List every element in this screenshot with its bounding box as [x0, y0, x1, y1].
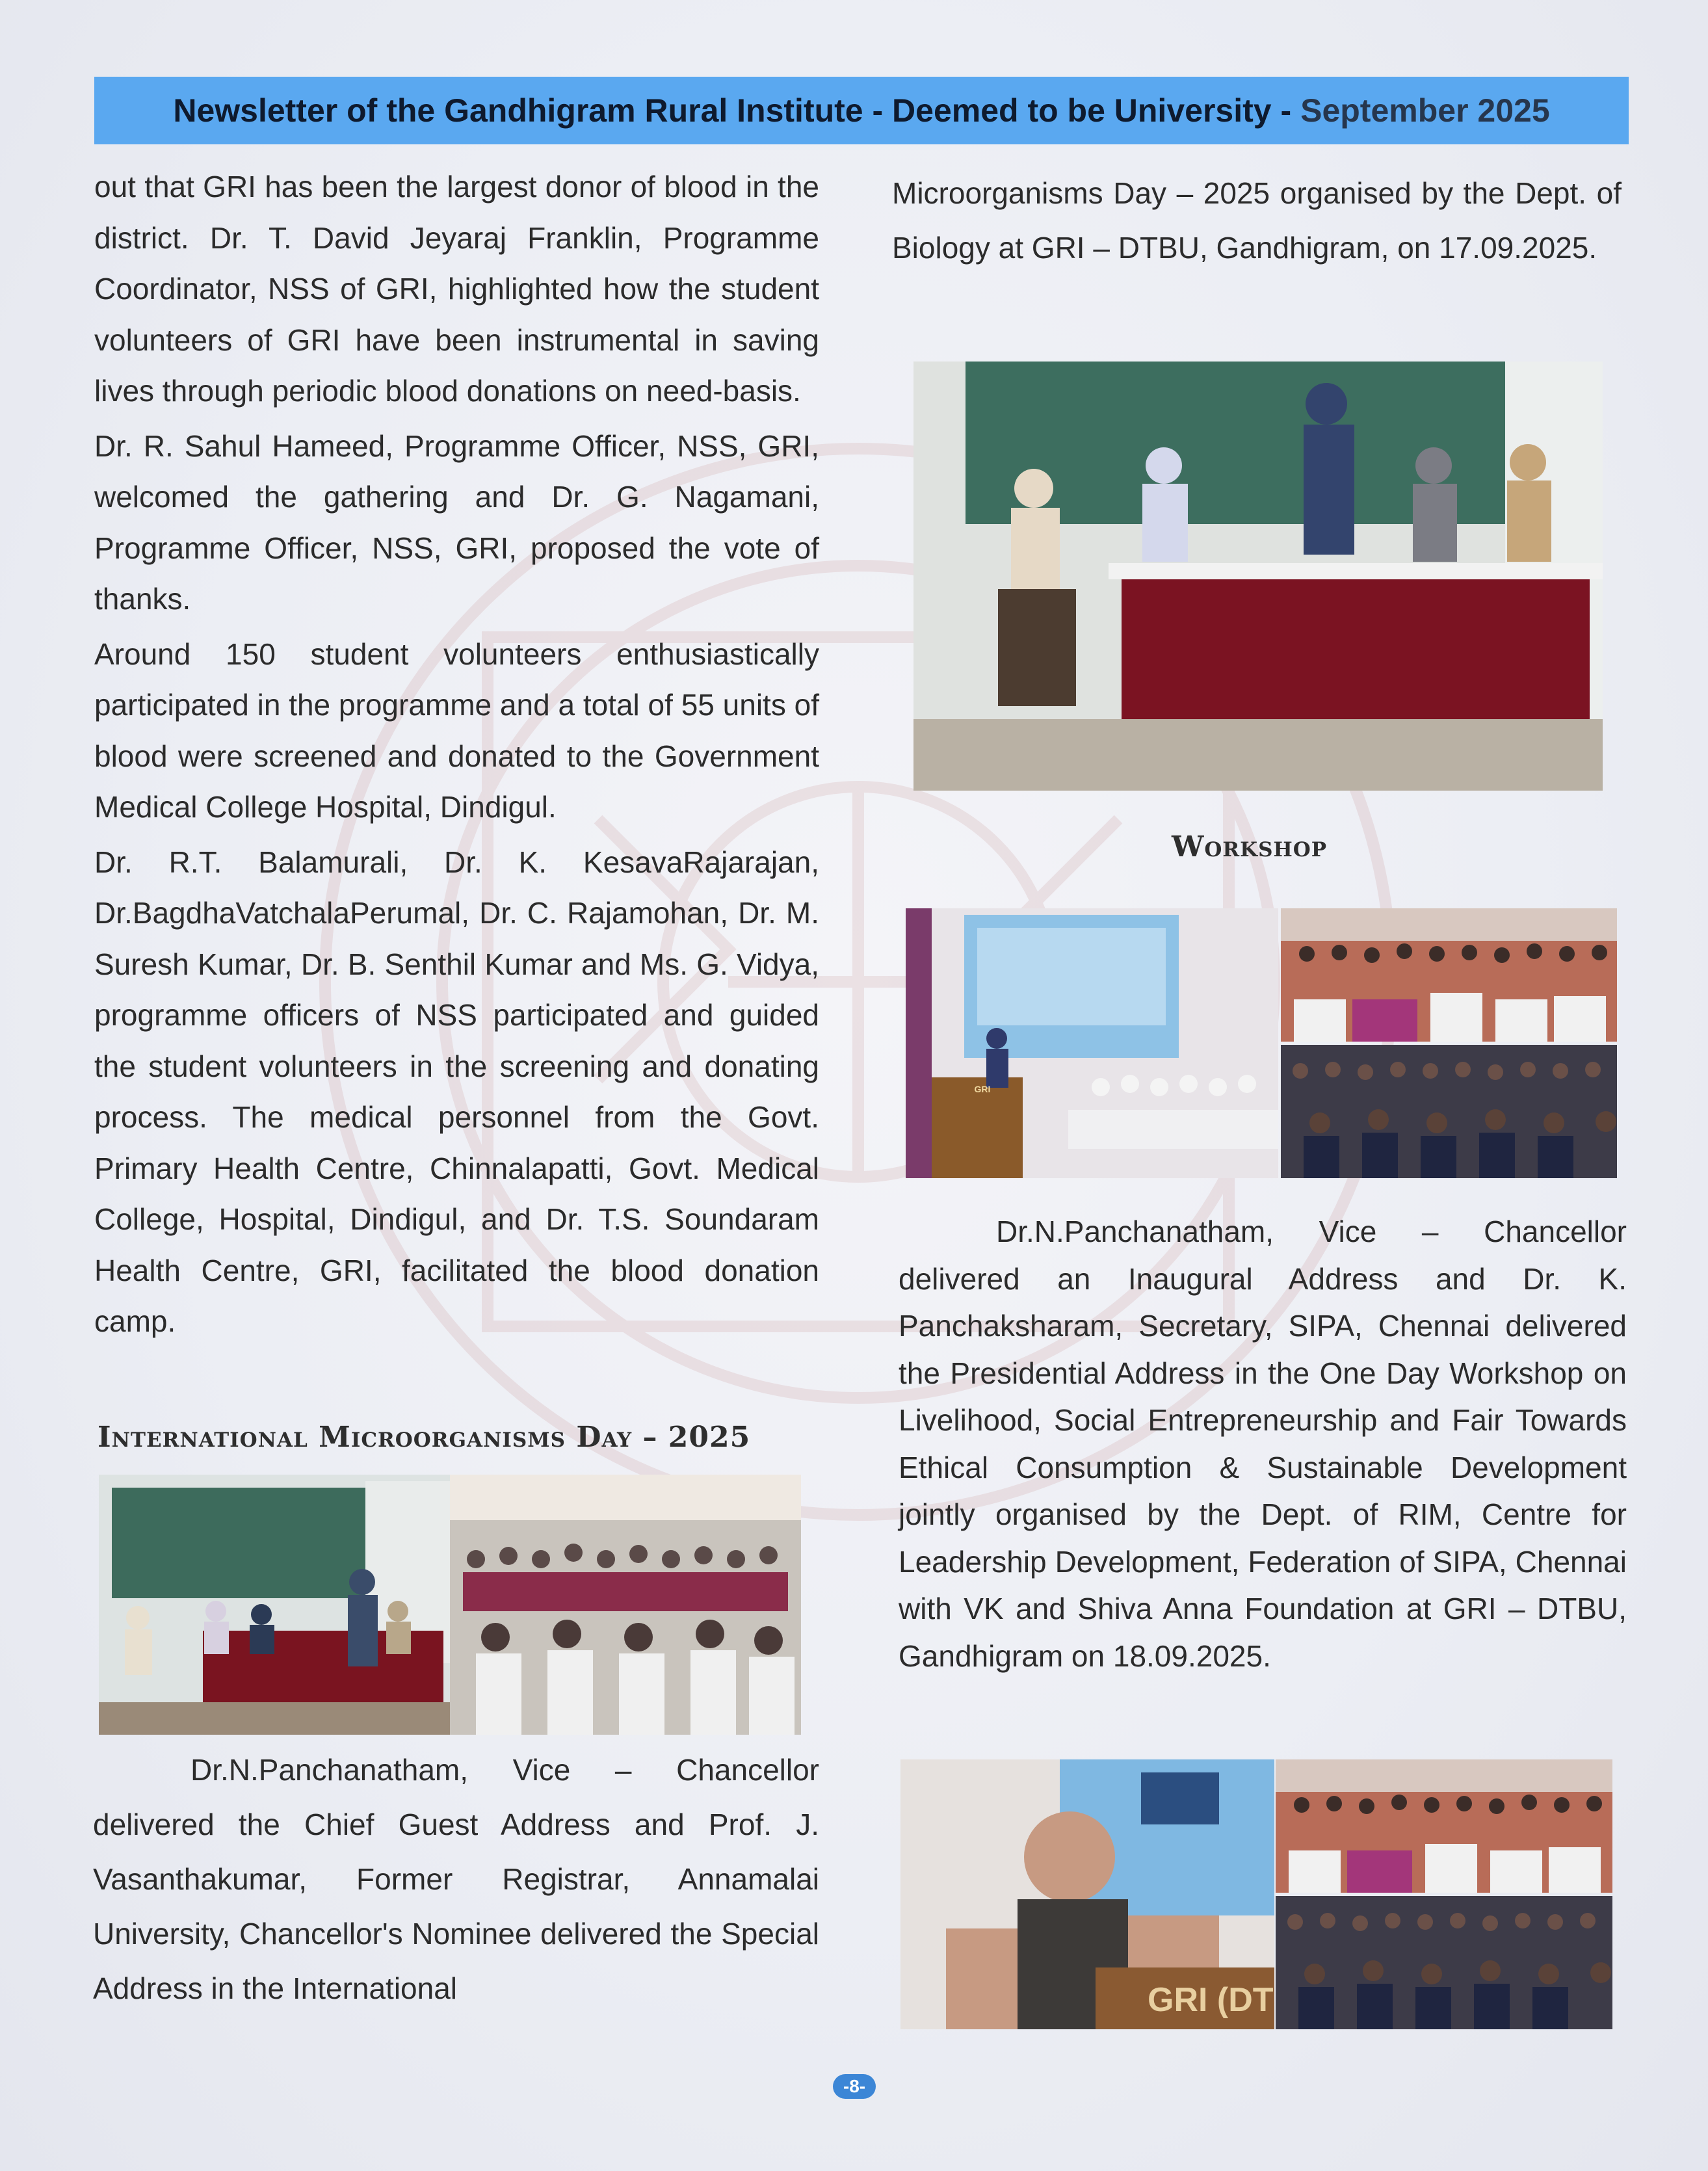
newsletter-title: Newsletter of the Gandhigram Rural Institute - Deemed to be University -: [173, 92, 1292, 129]
right-column-bottom: [899, 1208, 1627, 1679]
photo-microorganisms-day-audience: [450, 1475, 801, 1735]
photo-workshop-audience-front-2: [1276, 1759, 1612, 1893]
photo-workshop-speaker: [900, 1759, 1274, 2029]
left-column: [94, 161, 819, 1347]
photo-workshop-audience-students: [1281, 1045, 1617, 1178]
photo-workshop-audience-front: [1281, 908, 1617, 1042]
page-number: -8-: [833, 2074, 876, 2099]
photo-microorganisms-day-dais: [99, 1475, 450, 1735]
section-title-workshop: Workshop: [1172, 830, 1328, 863]
newsletter-month: September 2025: [1300, 92, 1550, 129]
podium-sign: GRI (DT: [1148, 1981, 1274, 2019]
right-column-top: [892, 166, 1622, 275]
paragraph: Around 150 student volunteers enthusiastically participated in the programme and a total of 55 units of blood were screened and donated to the Government Medical College Hospital, Dindigul.: [94, 637, 819, 824]
paragraph: out that GRI has been the largest donor of blood in the district. Dr. T. David Jeyaraj Franklin, Programme Coordinator, NSS of GRI, highlighted how the student volunteers of GRI have been instrumental in saving lives through periodic blood donations on need-basis.: [94, 170, 819, 408]
paragraph: Dr. R. Sahul Hameed, Programme Officer, NSS, GRI, welcomed the gathering and Dr. G. Nagamani, Programme Officer, NSS, GRI, proposed the vote of thanks.: [94, 428, 819, 616]
newsletter-header-bar: [94, 77, 1629, 144]
section-title-microorganisms-day: International Microorganisms Day – 2025: [98, 1421, 751, 1454]
photo-workshop-stage: [906, 908, 1278, 1178]
photo-microorganisms-day-panel: [913, 362, 1603, 791]
photo-workshop-audience-students-2: [1276, 1896, 1612, 2029]
paragraph: Dr.N.Panchanatham, Vice – Chancellor delivered the Chief Guest Address and Prof. J. Vasanthakumar, Former Registrar, Annamalai University, Chancellor's Nominee delivered the Special Address in the International: [93, 1753, 819, 2005]
left-column-bottom: [93, 1743, 819, 2016]
paragraph: Microorganisms Day – 2025 organised by the Dept. of Biology at GRI – DTBU, Gandhigram, on 17.09.2025.: [892, 176, 1622, 265]
podium-sign: GRI: [974, 1084, 991, 1094]
paragraph: Dr. R.T. Balamurali, Dr. K. KesavaRajarajan, Dr.BagdhaVatchalaPerumal, Dr. C. Rajamohan, Dr. M. Suresh Kumar, Dr. B. Senthil Kumar and Ms. G. Vidya, programme officers of NSS participated and guided the student volunteers in the screening and donating process. The medical personnel from the Govt. Primary Health Centre, Chinnalapatti, Govt. Medical College, Hospital, Dindigul, and Dr. T.S. Soundaram Health Centre, GRI, facilitated the blood donation camp.: [94, 845, 819, 1338]
paragraph: Dr.N.Panchanatham, Vice – Chancellor delivered an Inaugural Address and Dr. K. Panchaksharam, Secretary, SIPA, Chennai delivered the Presidential Address in the One Day Workshop on Livelihood, Social Entrepreneurship and Fair Towards Ethical Consumption & Sustainable Development jointly organised by the Dept. of RIM, Centre for Leadership Development, Federation of SIPA, Chennai with VK and Shiva Anna Foundation at GRI – DTBU, Gandhigram on 18.09.2025.: [899, 1215, 1627, 1673]
